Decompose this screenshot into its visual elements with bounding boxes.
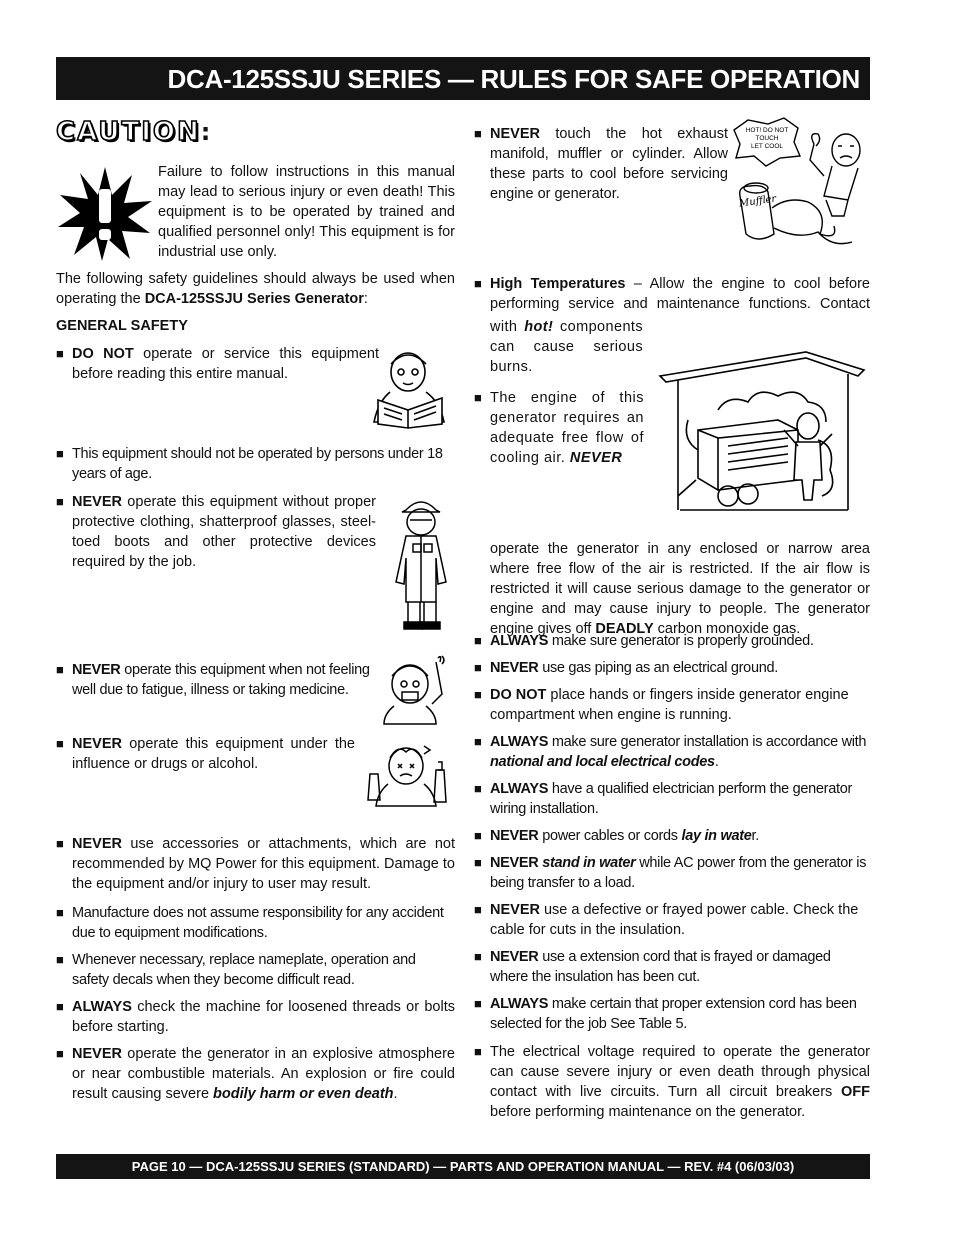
list-item: ■ This equipment should not be operated by persons under 18 years of age. xyxy=(56,446,443,482)
sign-line-3: LET COOL xyxy=(750,143,784,150)
list-item: ■ The electrical voltage required to operate the generator can cause severe injury or even death through physical contact with live circuits. Turn all circuit breakers OFF before performing maintenance on the generator. xyxy=(474,1044,870,1120)
airflow-continued: operate the generator in any enclosed or narrow area where free flow of the air is restricted. If the air flow is restricted it will cause serious damage to the generator or engine and may cause injury to people. The generator engine gives off DEADLY carbon monoxide gas. xyxy=(490,541,870,637)
sick-person-illustration xyxy=(380,654,456,726)
list-item: ■ NEVER power cables or cords lay in water. xyxy=(474,828,759,844)
caution-word: CAUTION xyxy=(56,117,201,147)
list-item: ■ High Temperatures – Allow the engine to cool before performing service and maintenance functions. Contact xyxy=(474,276,870,312)
list-item: ■ Whenever necessary, replace nameplate, operation and safety decals when they become difficult read. xyxy=(56,952,416,988)
list-item: ■ ALWAYS have a qualified electrician perform the generator wiring installation. xyxy=(474,781,852,817)
list-item: ■ Manufacture does not assume responsibility for any accident due to equipment modifications. xyxy=(56,905,444,941)
list-item: ■ NEVER operate this equipment when not feeling well due to fatigue, illness or taking medicine. xyxy=(56,662,370,698)
page-title: DCA-125SSJU SERIES — RULES FOR SAFE OPERATION xyxy=(167,64,860,94)
list-item: ■ ALWAYS make sure generator installation is accordance with national and local electrical codes. xyxy=(474,734,867,770)
footer-text: PAGE 10 — DCA-125SSJU SERIES (STANDARD) — PARTS AND OPERATION MANUAL — REV. #4 (06/03/03) xyxy=(131,1159,795,1174)
list-item: ■ ALWAYS check the machine for loosened threads or bolts before starting. xyxy=(56,999,455,1035)
muffler-label: Muffler xyxy=(738,193,777,210)
list-item: ■ ALWAYS make sure generator is properly grounded. xyxy=(474,633,814,649)
list-item: ■ NEVER use accessories or attachments, which are not recommended by MQ Power for this equipment. Damage to the equipment and/or injury to user may result. xyxy=(56,836,455,892)
list-item: ■ NEVER use a defective or frayed power cable. Check the cable for cuts in the insulation. xyxy=(474,902,859,938)
list-item: ■ NEVER use a extension cord that is frayed or damaged where the insulation has been cut. xyxy=(474,949,831,985)
caution-colon: : xyxy=(200,118,211,146)
sign-line-1: HOT! DO NOT xyxy=(745,127,789,134)
man-reading-manual-illustration xyxy=(368,350,456,428)
hot-muffler-illustration xyxy=(728,116,870,252)
generator-in-enclosure-illustration xyxy=(658,350,866,522)
guidelines-text: The following safety guidelines should always be used when operating the DCA-125SSJU Series Generator: xyxy=(56,271,455,307)
list-item: ■ DO NOT place hands or fingers inside generator engine compartment when engine is running. xyxy=(474,687,849,723)
caution-heading xyxy=(56,117,211,147)
list-item: ■ DO NOT operate or service this equipment before reading this entire manual. xyxy=(56,346,380,382)
list-item: ■ NEVER stand in water while AC power from the generator is being transfer to a load. xyxy=(474,855,867,891)
intoxicated-person-illustration xyxy=(358,744,456,810)
header-bar xyxy=(56,57,870,100)
list-item: ■ NEVER use gas piping as an electrical ground. xyxy=(474,660,778,676)
list-item: ■ NEVER operate the generator in an explosive atmosphere or near combustible materials. An explosion or fire could result causing severe bodily harm or even death. xyxy=(56,1046,455,1102)
warning-starburst-icon xyxy=(56,165,154,263)
high-temp-continued: with hot! components can cause serious burns. xyxy=(490,319,643,375)
list-item: ■ NEVER touch the hot exhaust manifold, muffler or cylinder. Allow these parts to cool before servicing engine or generator. xyxy=(474,126,728,202)
caution-intro: Failure to follow instructions in this manual may lead to serious injury or even death! This equipment is to be operated by trained and qualified personnel only! This equipment is for industrial use only. xyxy=(158,164,455,260)
general-safety-heading: GENERAL SAFETY xyxy=(56,318,188,334)
list-item: ■ NEVER operate this equipment under the influence or drugs or alcohol. xyxy=(56,736,355,772)
sign-line-2: TOUCH xyxy=(755,135,779,142)
list-item: ■ ALWAYS make certain that proper extension cord has been selected for the job See Table 5. xyxy=(474,996,857,1032)
list-item: ■ The engine of this generator requires an adequate free flow of cooling air. NEVER xyxy=(474,390,644,466)
worker-protective-gear-illustration xyxy=(386,492,456,632)
list-item: ■ NEVER operate this equipment without proper protective clothing, shatterproof glasses, steel-toed boots and other protective devices required by the job. xyxy=(56,494,376,570)
footer-bar xyxy=(56,1154,870,1179)
